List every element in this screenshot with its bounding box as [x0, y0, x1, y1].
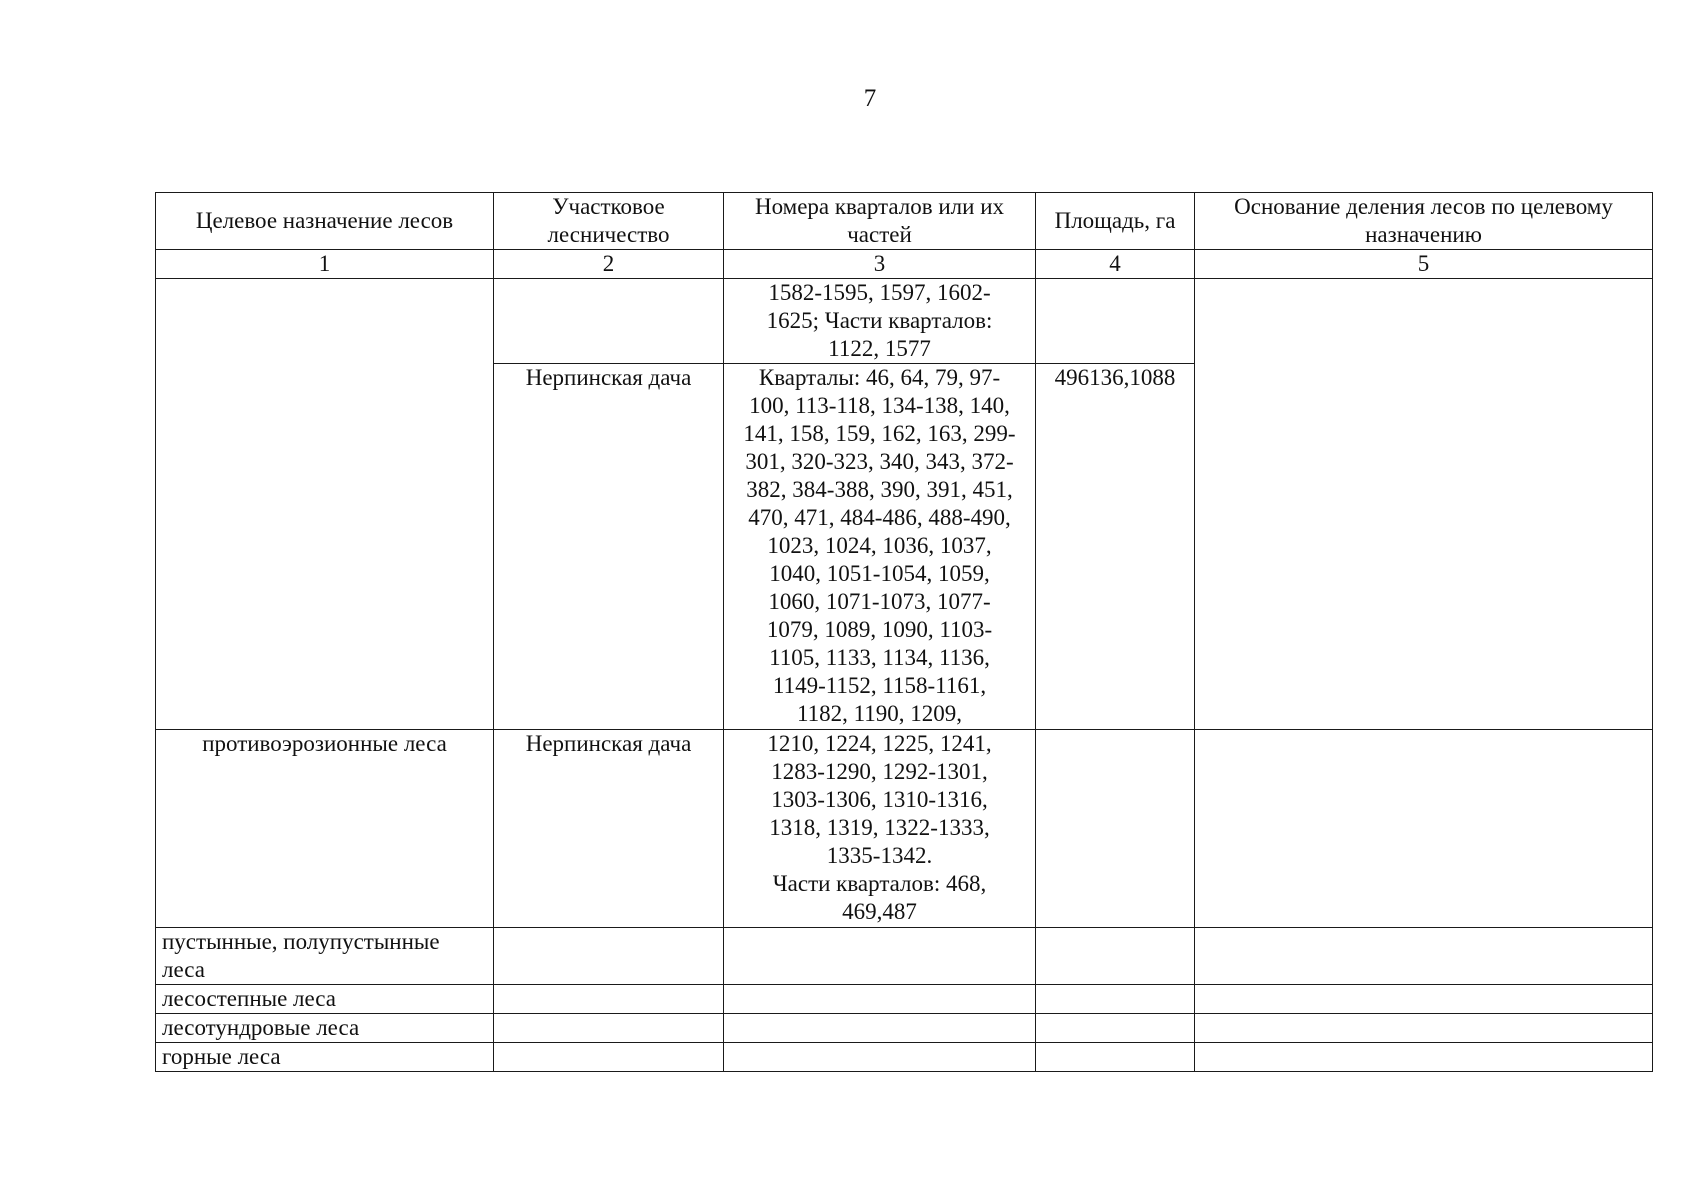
- cell-quarters: Кварталы: 46, 64, 79, 97- 100, 113-118, 134-138, 140, 141, 158, 159, 162, 163, 299- 301, 320-323, 340, 343, 372- 382, 384-388, 390, 391, 451, 470, 471, 484-486, 488-490, 1023, 1024, 1036, 1037, 1040, 1051-1054, 1059, 1060, 1071-1073, 1077- 1079, 1089, 1090, 1103- 1105, 1133, 1134, 1136, 1149-1152, 1158-1161, 1182, 1190, 1209,: [724, 364, 1036, 730]
- header-area: Площадь, га: [1036, 193, 1195, 250]
- cell-quarters: 1210, 1224, 1225, 1241, 1283-1290, 1292-1301, 1303-1306, 1310-1316, 1318, 1319, 1322-1333, 1335-1342. Части кварталов: 468, 469,487: [724, 730, 1036, 928]
- table-header-row: [156, 193, 1653, 250]
- cell-forestry: [494, 1014, 724, 1043]
- cell-area: [1036, 985, 1195, 1014]
- forest-purpose-table: [155, 192, 1653, 1072]
- column-number: 1: [156, 250, 494, 279]
- cell-quarters: [724, 1043, 1036, 1072]
- cell-purpose: лесостепные леса: [156, 985, 494, 1014]
- cell-forestry: [494, 985, 724, 1014]
- cell-basis: [1195, 730, 1653, 928]
- header-district-forestry: Участковое лесничество: [494, 193, 724, 250]
- cell-forestry: [494, 1043, 724, 1072]
- cell-purpose: [156, 279, 494, 730]
- cell-area: [1036, 1043, 1195, 1072]
- cell-area: [1036, 279, 1195, 364]
- cell-forestry: [494, 279, 724, 364]
- page-number: 7: [863, 85, 877, 112]
- cell-quarters: 1582-1595, 1597, 1602- 1625; Части кварталов: 1122, 1577: [724, 279, 1036, 364]
- cell-forestry: Нерпинская дача: [494, 364, 724, 730]
- cell-forestry: Нерпинская дача: [494, 730, 724, 928]
- cell-area: [1036, 928, 1195, 985]
- header-forest-purpose: Целевое назначение лесов: [156, 193, 494, 250]
- cell-basis: [1195, 1014, 1653, 1043]
- cell-purpose: горные леса: [156, 1043, 494, 1072]
- header-quarter-numbers: Номера кварталов или их частей: [724, 193, 1036, 250]
- cell-purpose: пустынные, полупустынные леса: [156, 928, 494, 985]
- cell-quarters: [724, 928, 1036, 985]
- cell-area: [1036, 730, 1195, 928]
- cell-forestry: [494, 928, 724, 985]
- table-row: [156, 928, 1653, 985]
- table-row: [156, 985, 1653, 1014]
- column-number: 2: [494, 250, 724, 279]
- table-row: [156, 1043, 1653, 1072]
- cell-basis: [1195, 1043, 1653, 1072]
- column-number: 5: [1195, 250, 1653, 279]
- column-number-row: [156, 250, 1653, 279]
- cell-purpose: противоэрозионные леса: [156, 730, 494, 928]
- cell-basis: [1195, 985, 1653, 1014]
- column-number: 4: [1036, 250, 1195, 279]
- cell-quarters: [724, 1014, 1036, 1043]
- cell-basis: [1195, 279, 1653, 730]
- column-number: 3: [724, 250, 1036, 279]
- cell-area: 496136,1088: [1036, 364, 1195, 730]
- cell-purpose: лесотундровые леса: [156, 1014, 494, 1043]
- cell-basis: [1195, 928, 1653, 985]
- cell-quarters: [724, 985, 1036, 1014]
- header-division-basis: Основание деления лесов по целевому назначению: [1195, 193, 1653, 250]
- table-row: [156, 279, 1653, 364]
- table-row: [156, 730, 1653, 928]
- table-row: [156, 1014, 1653, 1043]
- cell-area: [1036, 1014, 1195, 1043]
